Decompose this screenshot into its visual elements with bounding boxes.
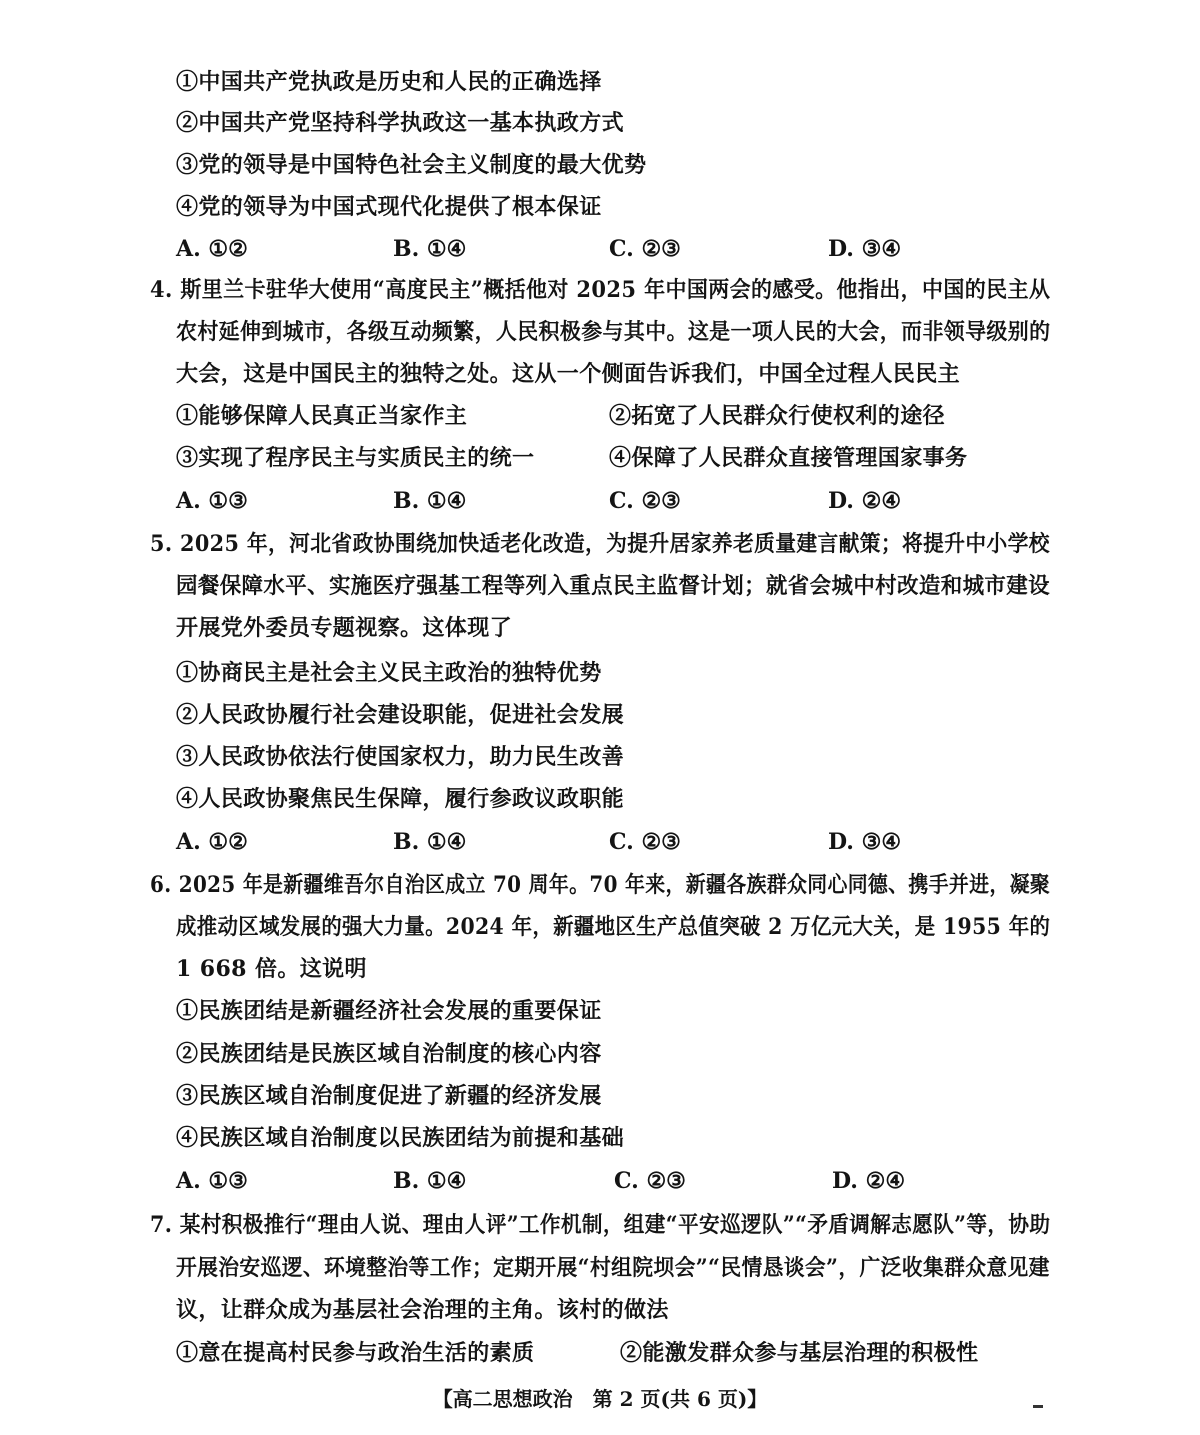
q6-stem-line-1: 6. 2025 年是新疆维吾尔自治区成立 70 周年。70 年来，新疆各族群众同心同德、携手并进，凝聚	[150, 872, 1051, 898]
q4-choice-a: A. ①③	[176, 488, 248, 514]
q6-option-1: ①民族团结是新疆经济社会发展的重要保证	[176, 998, 602, 1024]
q6-option-3: ③民族区域自治制度促进了新疆的经济发展	[176, 1083, 602, 1109]
q4-stem-line-1: 4. 斯里兰卡驻华大使用“高度民主”概括他对 2025 年中国两会的感受。他指出，中国的民主从	[150, 277, 1051, 303]
q3-option-4: ④党的领导为中国式现代化提供了根本保证	[176, 194, 602, 220]
q5-choice-c: C. ②③	[609, 829, 681, 855]
q7-stem-line-2: 开展治安巡逻、环境整治等工作；定期开展“村组院坝会”“民情恳谈会”，广泛收集群众意见建	[176, 1255, 1050, 1281]
q3-option-1: ①中国共产党执政是历史和人民的正确选择	[176, 69, 602, 95]
q5-choice-b: B. ①④	[393, 829, 467, 855]
q4-option-1: ①能够保障人民真正当家作主	[176, 403, 468, 429]
q5-option-3: ③人民政协依法行使国家权力，助力民生改善	[176, 744, 625, 770]
q6-stem-line-2: 成推动区域发展的强大力量。2024 年，新疆地区生产总值突破 2 万亿元大关，是 1955 年的	[176, 914, 1051, 940]
scan-mark	[1033, 1405, 1043, 1408]
q4-option-4: ④保障了人民群众直接管理国家事务	[609, 445, 968, 471]
q4-option-3: ③实现了程序民主与实质民主的统一	[176, 445, 535, 471]
q7-option-2: ②能激发群众参与基层治理的积极性	[620, 1340, 979, 1366]
q6-choice-b: B. ①④	[393, 1168, 467, 1194]
q5-option-4: ④人民政协聚焦民生保障，履行参政议政职能	[176, 786, 625, 812]
q5-option-1: ①协商民主是社会主义民主政治的独特优势	[176, 660, 602, 686]
q4-choice-d: D. ②④	[828, 488, 902, 514]
q3-choice-b: B. ①④	[393, 236, 467, 262]
q5-option-2: ②人民政协履行社会建设职能，促进社会发展	[176, 702, 625, 728]
q7-stem-line-3: 议，让群众成为基层社会治理的主角。该村的做法	[176, 1297, 669, 1323]
q7-option-1: ①意在提高村民参与政治生活的素质	[176, 1340, 535, 1366]
q6-choice-d: D. ②④	[832, 1168, 906, 1194]
q5-choice-a: A. ①②	[176, 829, 248, 855]
q3-option-2: ②中国共产党坚持科学执政这一基本执政方式	[176, 110, 625, 136]
q6-choice-a: A. ①③	[176, 1168, 248, 1194]
q4-choice-b: B. ①④	[393, 488, 467, 514]
q6-choice-c: C. ②③	[614, 1168, 686, 1194]
q3-choice-d: D. ③④	[828, 236, 902, 262]
q7-stem-line-1: 7. 某村积极推行“理由人说、理由人评”工作机制，组建“平安巡逻队”“矛盾调解志愿队”等，协助	[150, 1212, 1051, 1238]
q5-stem-line-2: 园餐保障水平、实施医疗强基工程等列入重点民主监督计划；就省会城中村改造和城市建设	[176, 573, 1050, 599]
q6-option-4: ④民族区域自治制度以民族团结为前提和基础	[176, 1125, 625, 1151]
q3-choice-c: C. ②③	[609, 236, 681, 262]
q6-stem-line-3: 1 668 倍。这说明	[176, 956, 367, 982]
q5-stem-line-1: 5. 2025 年，河北省政协围绕加快适老化改造，为提升居家养老质量建言献策；将提升中小学校	[150, 531, 1050, 557]
q6-option-2: ②民族团结是民族区域自治制度的核心内容	[176, 1041, 602, 1067]
q5-stem-line-3: 开展党外委员专题视察。这体现了	[176, 615, 513, 641]
q4-option-2: ②拓宽了人民群众行使权利的途径	[609, 403, 946, 429]
q4-choice-c: C. ②③	[609, 488, 681, 514]
q4-stem-line-3: 大会，这是中国民主的独特之处。这从一个侧面告诉我们，中国全过程人民民主	[176, 361, 961, 387]
q5-choice-d: D. ③④	[828, 829, 902, 855]
q3-choice-a: A. ①②	[176, 236, 248, 262]
q3-option-3: ③党的领导是中国特色社会主义制度的最大优势	[176, 152, 647, 178]
page-footer: 【高二思想政治 第 2 页(共 6 页)】	[432, 1387, 768, 1411]
q4-stem-line-2: 农村延伸到城市，各级互动频繁，人民积极参与其中。这是一项人民的大会，而非领导级别的	[176, 319, 1051, 345]
